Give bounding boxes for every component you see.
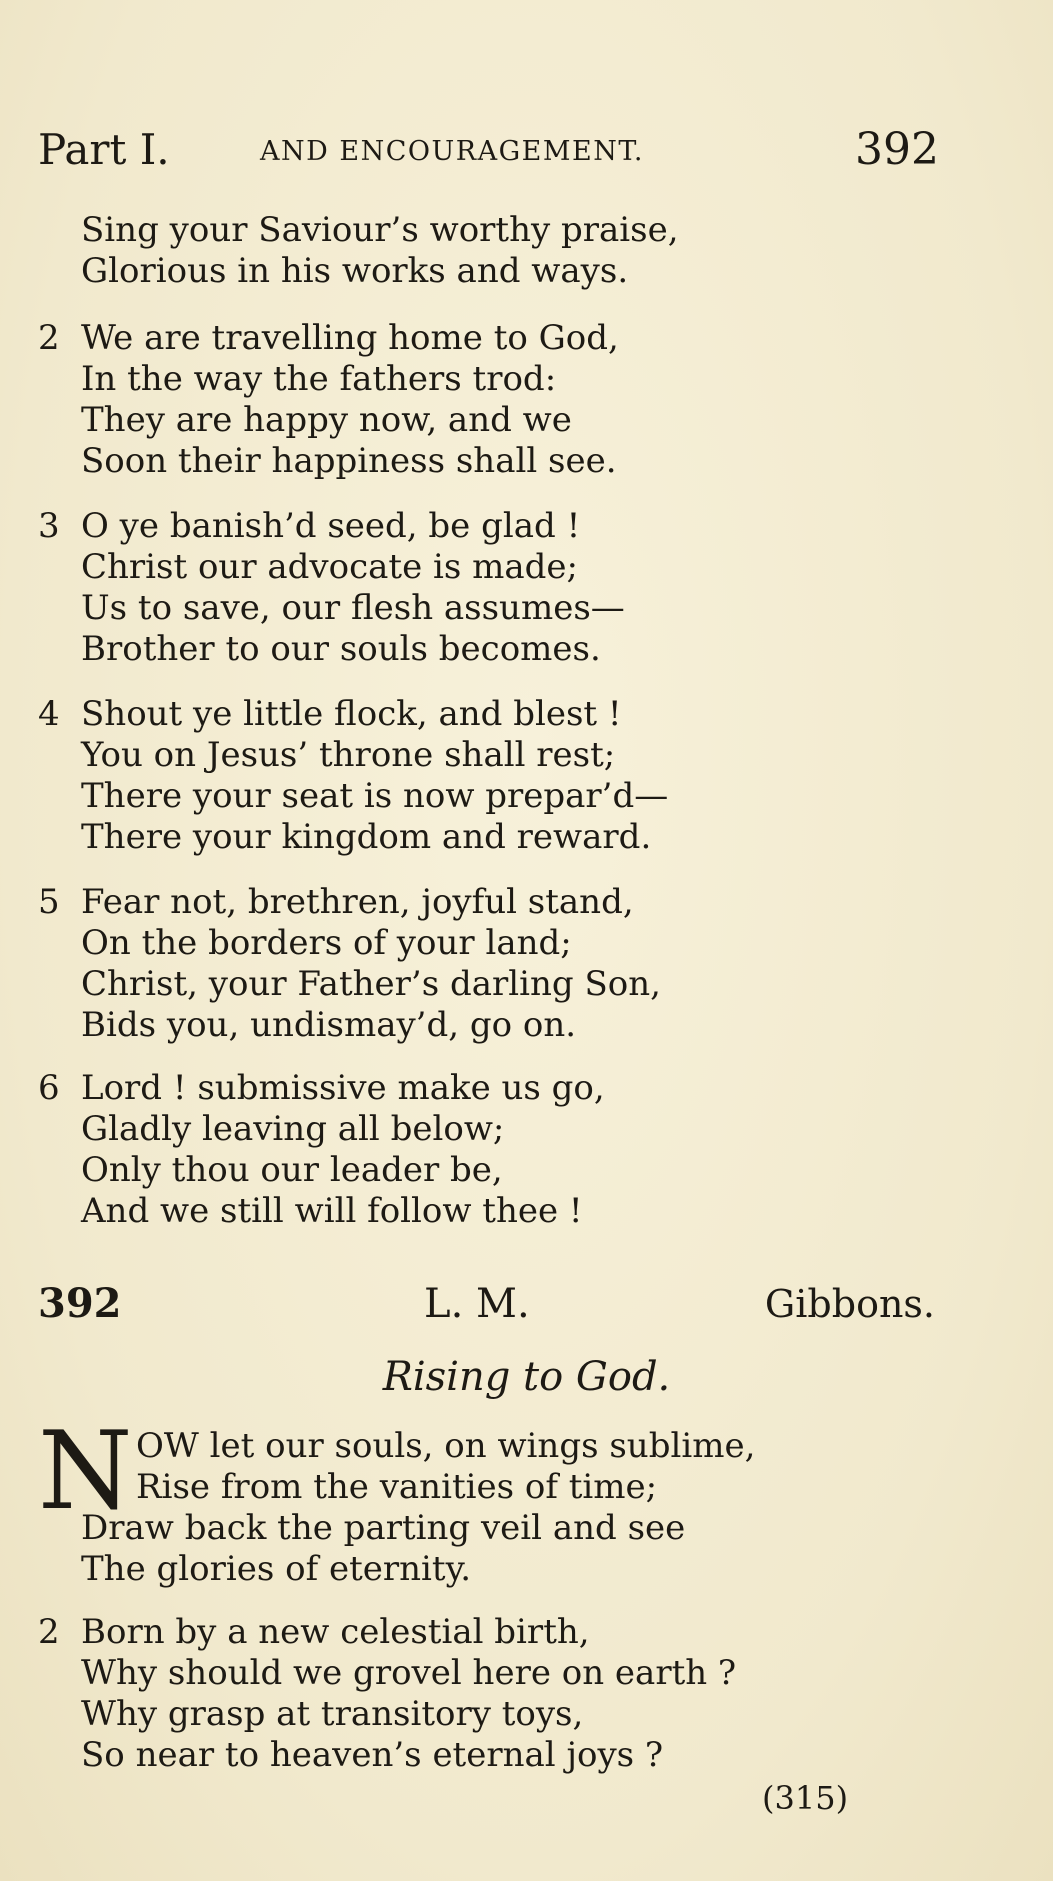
verse-number: 2 — [38, 318, 60, 358]
verse-line: Shout ye little flock, and blest ! — [81, 694, 622, 734]
header-title: AND ENCOURAGEMENT. — [260, 136, 644, 167]
verse-line: You on Jesus’ throne shall rest; — [81, 735, 616, 775]
verse-line: Draw back the parting veil and see — [81, 1508, 686, 1548]
verse-line: Glorious in his works and ways. — [81, 251, 629, 291]
verse-line: Fear not, brethren, joyful stand, — [81, 882, 634, 922]
hymn1-verse-3 — [38, 506, 943, 670]
verse-line: Rise from the vanities of time; — [136, 1467, 658, 1507]
verse-line: They are happy now, and we — [81, 400, 572, 440]
header-part: Part I. — [38, 125, 170, 174]
hymn1-continuation — [38, 210, 943, 292]
verse-line: Why grasp at transitory toys, — [81, 1694, 584, 1734]
verse-number: 4 — [38, 694, 60, 734]
hymn2-verse-1 — [38, 1409, 943, 1590]
verse-line: Us to save, our flesh assumes— — [81, 588, 625, 628]
verse-line: Christ our advocate is made; — [81, 547, 578, 587]
verse-number: 2 — [38, 1612, 60, 1652]
hymn-tune: Gibbons. — [764, 1282, 935, 1326]
verse-line: O ye banish’d seed, be glad ! — [81, 506, 581, 546]
verse-number: 3 — [38, 506, 60, 546]
hymn1-verse-2 — [38, 318, 943, 482]
hymn2-verse-2 — [38, 1612, 943, 1776]
hymn2-heading — [38, 1276, 943, 1332]
drop-cap: N — [38, 1409, 133, 1534]
hymn-number: 392 — [38, 1280, 122, 1327]
verse-line: Soon their happiness shall see. — [81, 441, 617, 481]
verse-line: The glories of eternity. — [81, 1549, 472, 1589]
verse-line: There your kingdom and reward. — [81, 817, 652, 857]
verse-line: Brother to our souls becomes. — [81, 629, 601, 669]
verse-line: Gladly leaving all below; — [81, 1109, 505, 1149]
hymn1-verse-4 — [38, 694, 943, 858]
hymn1-verse-6 — [38, 1068, 943, 1232]
verse-line: And we still will follow thee ! — [81, 1191, 583, 1231]
folio-number: (315) — [762, 1779, 849, 1817]
verse-number: 6 — [38, 1068, 60, 1108]
verse-line: Sing your Saviour’s worthy praise, — [81, 210, 679, 250]
hymn-title: Rising to God. — [382, 1354, 671, 1400]
hymn1-verse-5 — [38, 882, 943, 1046]
verse-line: Christ, your Father’s darling Son, — [81, 964, 661, 1004]
verse-line: Born by a new celestial birth, — [81, 1612, 590, 1652]
verse-line: Lord ! submissive make us go, — [81, 1068, 605, 1108]
verse-line: On the borders of your land; — [81, 923, 572, 963]
verse-number: 5 — [38, 882, 60, 922]
hymn-meter: L. M. — [424, 1281, 530, 1327]
verse-line: Only thou our leader be, — [81, 1150, 503, 1190]
running-header — [38, 124, 943, 176]
verse-line: Bids you, undismay’d, go on. — [81, 1005, 577, 1045]
verse-line: OW let our souls, on wings sublime, — [136, 1426, 756, 1466]
header-page-number: 392 — [855, 124, 939, 175]
verse-line: There your seat is now prepar’d— — [81, 776, 669, 816]
verse-line: So near to heaven’s eternal joys ? — [81, 1735, 664, 1775]
verse-line: We are travelling home to God, — [81, 318, 619, 358]
verse-line: Why should we grovel here on earth ? — [81, 1653, 737, 1693]
verse-line: In the way the fathers trod: — [81, 359, 557, 399]
